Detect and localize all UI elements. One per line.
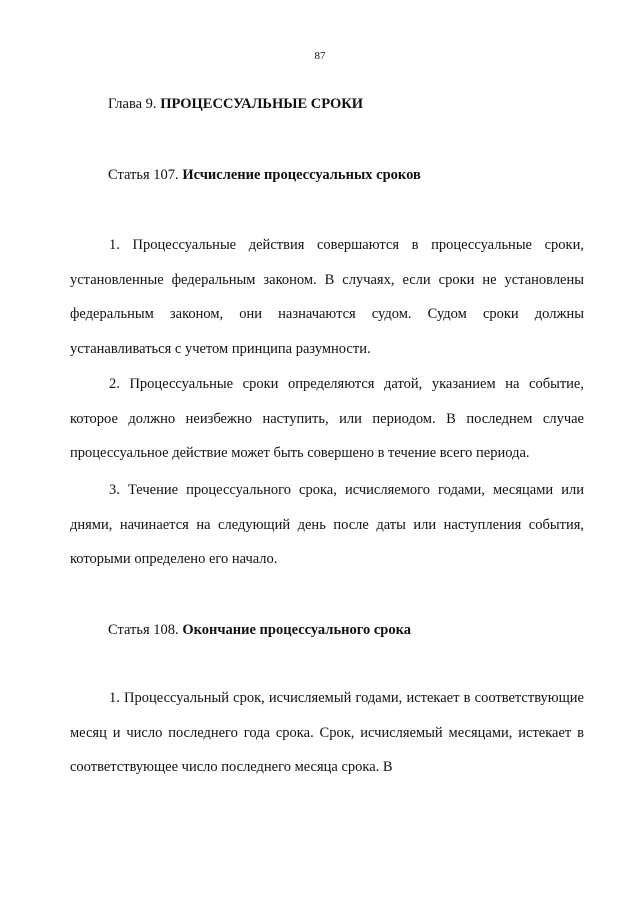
article-108-title: Окончание процессуального срока (182, 622, 411, 638)
chapter-title: ПРОЦЕССУАЛЬНЫЕ СРОКИ (160, 96, 364, 112)
article-108-heading (108, 622, 411, 639)
article-107-title: Исчисление процессуальных сроков (182, 167, 421, 183)
article-108-prefix: Статья 108. (108, 622, 179, 638)
article-107-prefix: Статья 107. (108, 167, 179, 183)
article-107-paragraph-1: 1. Процессуальные действия совершаются в процессуальные сроки, установленные федеральным законом. В случаях, если сроки не установлены федеральным законом, они назначаются судом. Судом сроки должны устанавливаться с учетом принципа разумности. (70, 237, 584, 357)
article-107-paragraph-3: 3. Течение процессуального срока, исчисляемого годами, месяцами или днями, начинается на следующий день после даты или наступления события, которыми определено его начало. (70, 482, 584, 567)
chapter-heading (108, 96, 363, 113)
article-107-paragraph-2: 2. Процессуальные сроки определяются датой, указанием на событие, которое должно неизбежно наступить, или периодом. В последнем случае процессуальное действие может быть совершено в течение всего периода. (70, 376, 584, 461)
article-107-heading (108, 167, 421, 184)
article-108-paragraph-1: 1. Процессуальный срок, исчисляемый годами, истекает в соответствующие месяц и число последнего года срока. Срок, исчисляемый месяцами, истекает в соответствующее число последнего месяца срока. В (70, 690, 584, 775)
chapter-prefix: Глава 9. (108, 96, 157, 112)
page-number: 87 (314, 50, 326, 62)
